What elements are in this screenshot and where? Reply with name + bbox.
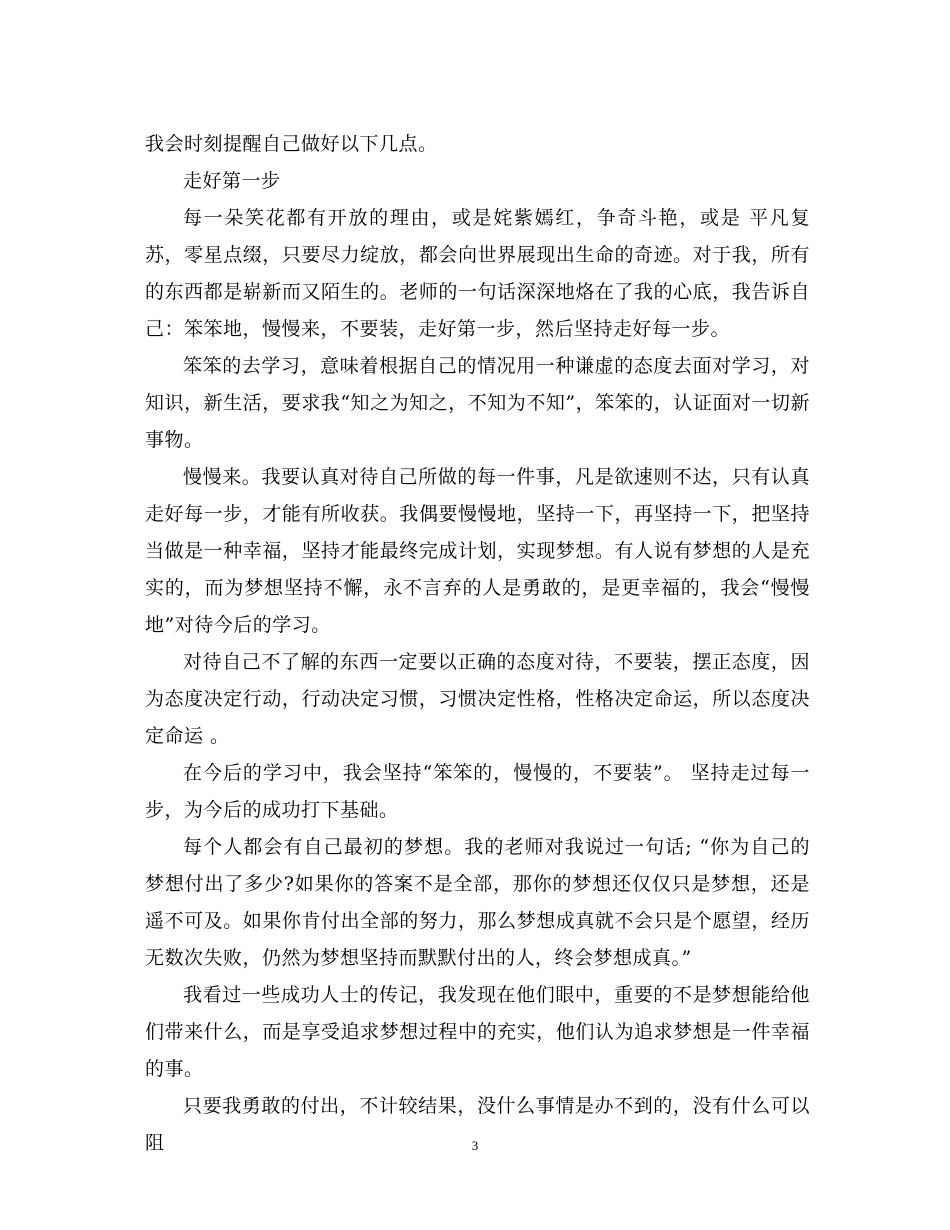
paragraph: 只要我勇敢的付出，不计较结果，没什么事情是办不到的，没有什么可以阻 (145, 1095, 810, 1154)
paragraph: 每个人都会有自己最初的梦想。我的老师对我说过一句话; “你为自己的梦想付出了多少?如果你的答案不是全部，那你的梦想还仅仅只是梦想，还是遥不可及。如果你肯付出全部的努力，那么梦想成真就不会只是个愿望，经历无数次失败，仍然为梦想坚持而默默付出的人，终会梦想成真。” (145, 836, 810, 969)
paragraph-intro: 我会时刻提醒自己做好以下几点。 (145, 133, 438, 155)
paragraph: 在今后的学习中，我会坚持“笨笨的，慢慢的，不要装”。 坚持走过每一步，为今后的成功打下基础。 (145, 762, 810, 821)
paragraph: 每一朵笑花都有开放的理由，或是姹紫嫣红，争奇斗艳，或是 平凡复苏，零星点缀，只要尽力绽放，都会向世界展现出生命的奇迹。对于我，所有的东西都是崭新而又陌生的。老师的一句话深深地烙在了我的心底，我告诉自己：笨笨地，慢慢来，不要装，走好第一步，然后坚持走好每一步。 (145, 207, 810, 340)
paragraph: 慢慢来。我要认真对待自己所做的每一件事，凡是欲速则不达，只有认真走好每一步，才能有所收获。我偶要慢慢地，坚持一下，再坚持一下，把坚持当做是一种幸福，坚持才能最终完成计划，实现梦想。有人说有梦想的人是充实的，而为梦想坚持不懈，永不言弃的人是勇敢的，是更幸福的，我会“慢慢地”对待今后的学习。 (145, 466, 810, 636)
paragraph: 我看过一些成功人士的传记，我发现在他们眼中，重要的不是梦想能给他们带来什么，而是享受追求梦想过程中的充实，他们认为追求梦想是一件幸福的事。 (145, 984, 810, 1080)
page-number: 3 (471, 1138, 479, 1153)
section-heading: 走好第一步 (183, 170, 281, 192)
paragraph: 笨笨的去学习，意味着根据自己的情况用一种谦虚的态度去面对学习，对知识，新生活，要求我“知之为知之，不知为不知”，笨笨的，认证面对一切新事物。 (145, 355, 810, 451)
body-text (145, 126, 810, 1162)
paragraph: 对待自己不了解的东西一定要以正确的态度对待，不要装，摆正态度，因为态度决定行动，行动决定习惯，习惯决定性格，性格决定命运，所以态度决定命运 。 (145, 651, 810, 747)
